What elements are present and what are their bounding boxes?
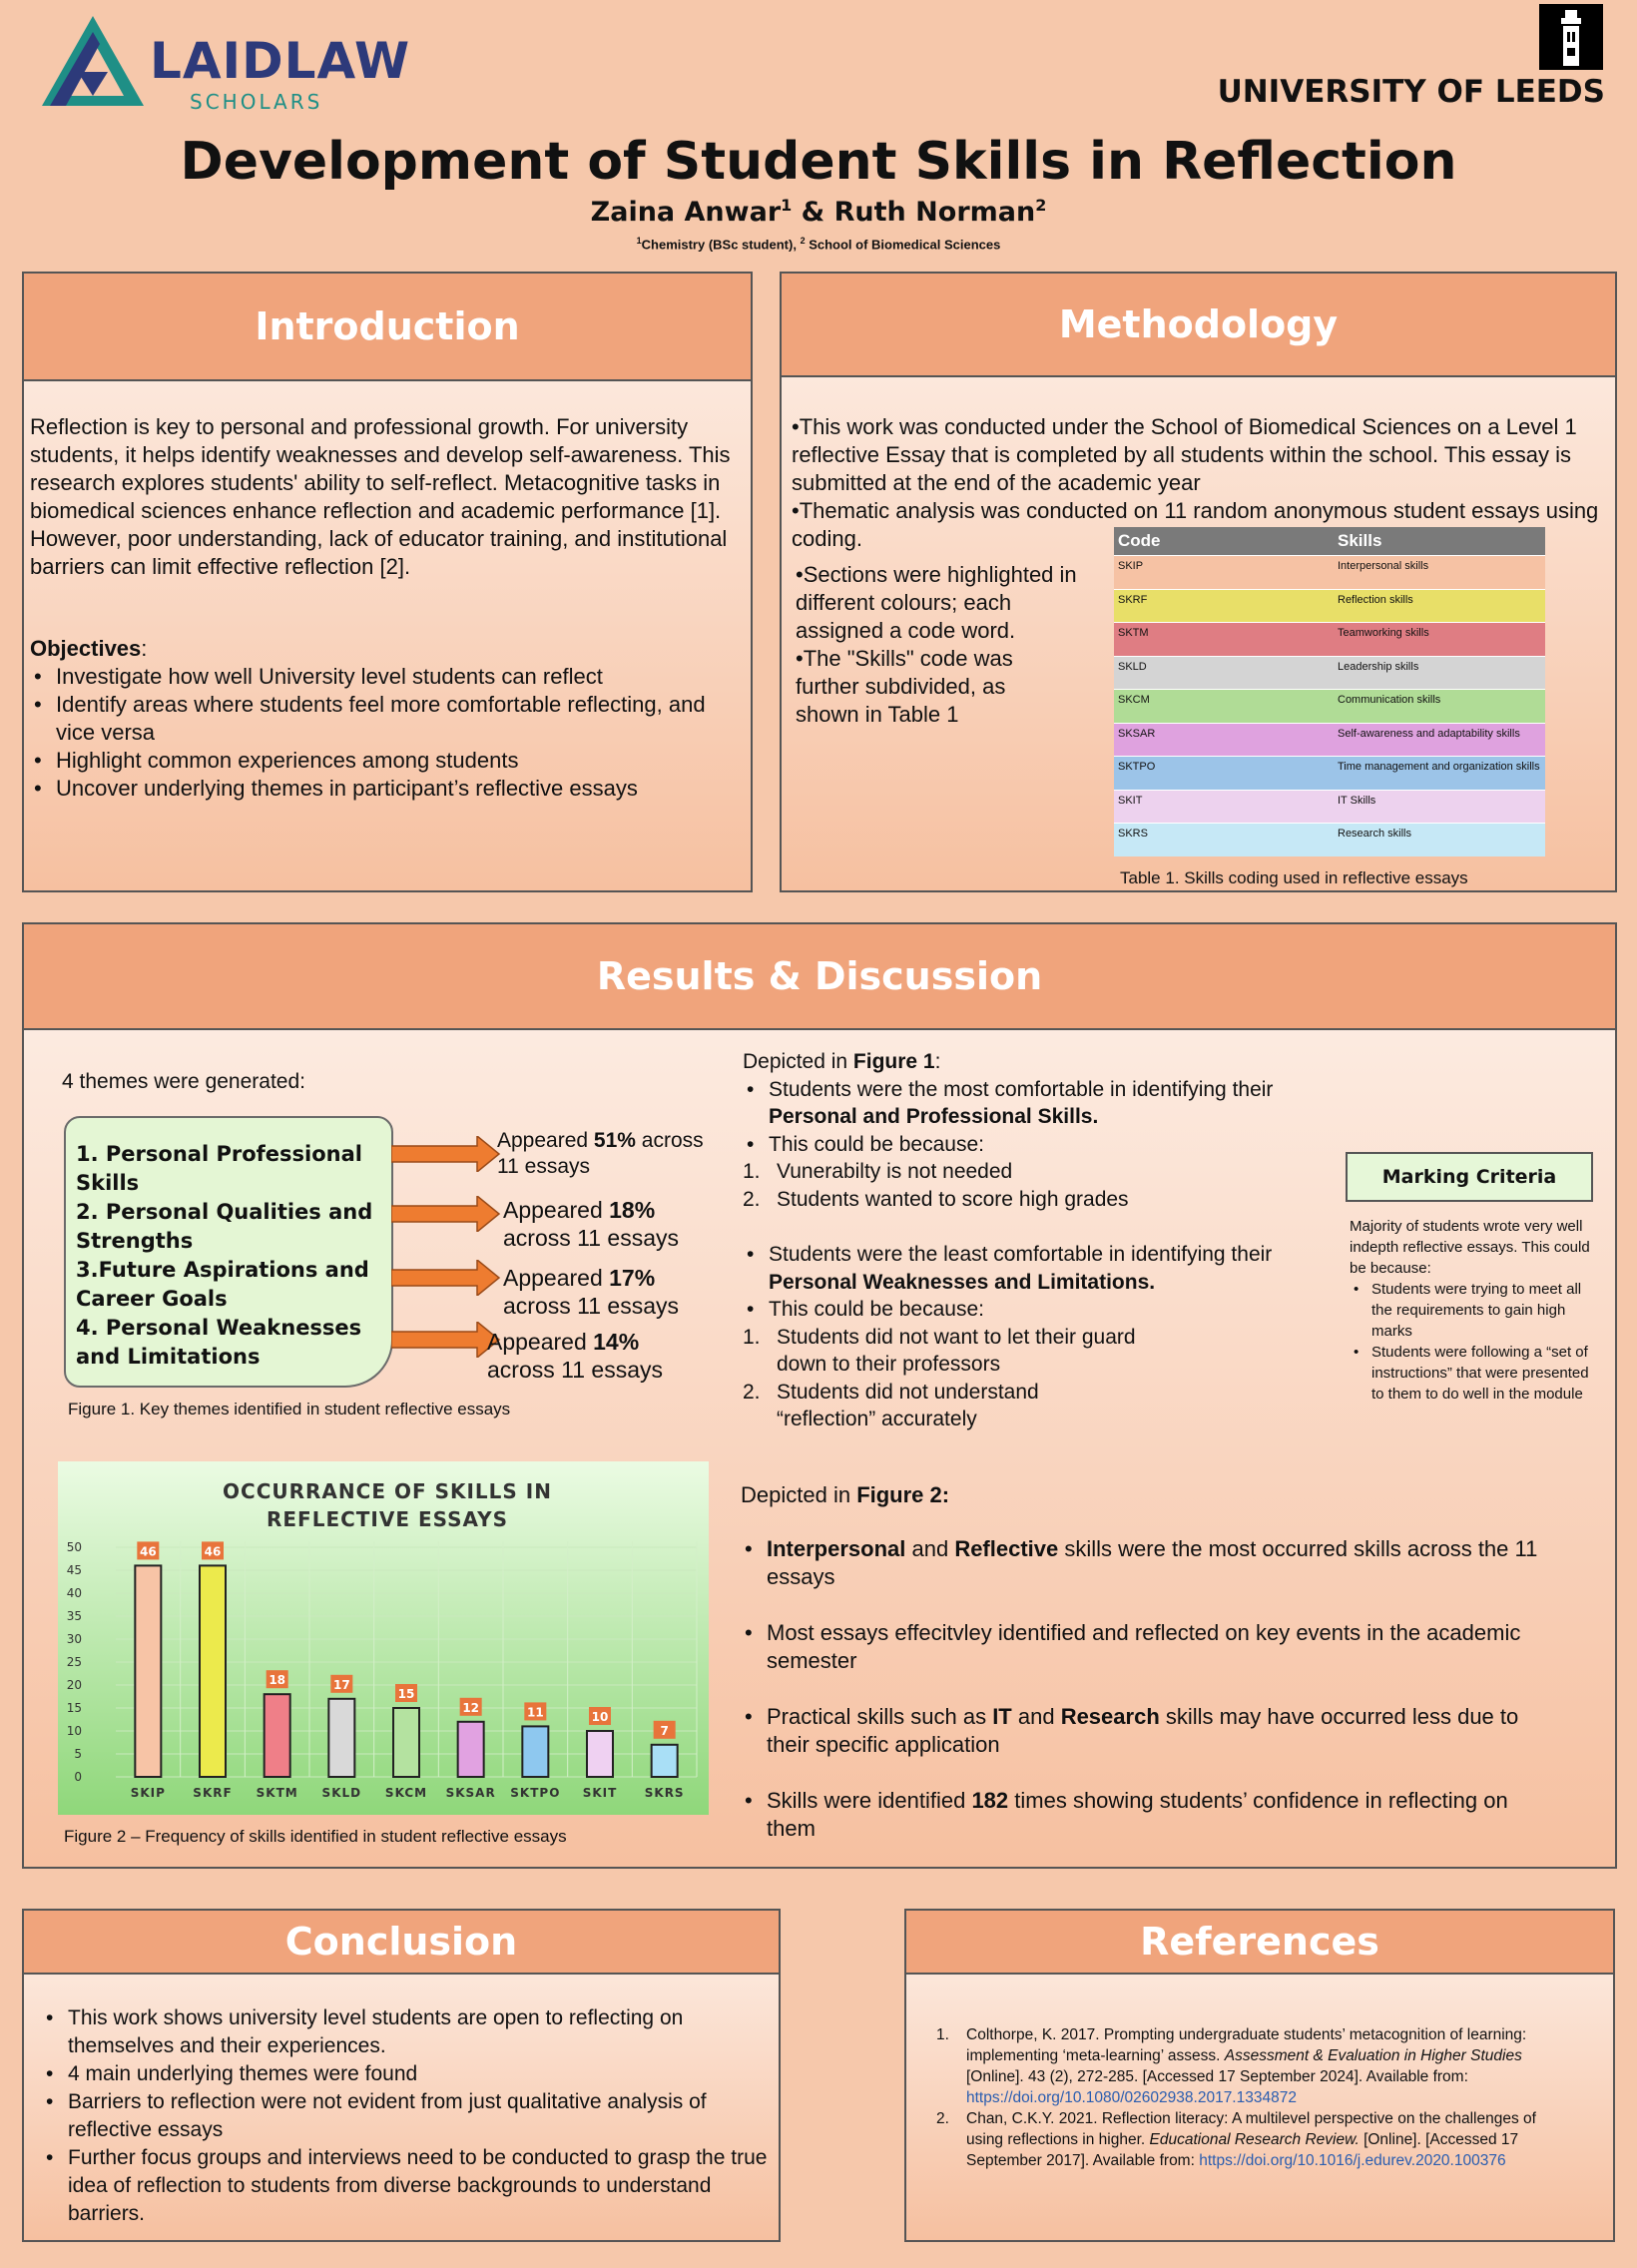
list-item: • Investigate how well University level students can reflect [30,663,741,691]
introduction-panel [22,272,753,892]
appeared-3: Appeared 17% across 11 essays [503,1265,679,1319]
table-cell-skill: IT Skills [1338,794,1376,807]
poster-title: Development of Student Skills in Reflection [180,132,1457,192]
logo-main-text: LAIDLAW [150,32,411,90]
poster-authors: Zaina Anwar$^1$ & Ruth Norman$^2$ [590,196,1047,228]
logo-sub-text: SCHOLARS [190,90,323,114]
x-tick-label: SKIP [130,1786,166,1800]
x-tick-label: SKIT [582,1786,618,1800]
y-tick-label: 15 [66,1701,82,1715]
table-row [1114,622,1545,656]
table-header-code: Code [1118,531,1161,550]
list-item: • Uncover underlying themes in participant’s reflective essays [30,775,741,803]
appeared-2: Appeared 18% across 11 essays [503,1197,679,1251]
appeared-1: Appeared 51% across 11 essays [497,1129,704,1178]
reference-2: 2. Chan, C.K.Y. 2021. Reflection literacy: A multilevel perspective on the challenges of using reflections in higher. Educational Research Review. [Online]. [Accessed 17 September 2017]. Available from: https://doi.org/10.1016/j.edurev.2020.100376 [936,2110,1536,2169]
bar [587,1731,613,1777]
figure-2-caption: Figure 2 – Frequency of skills identified in student reflective essays [64,1827,567,1846]
table-cell-skill: Teamworking skills [1338,627,1429,639]
arrow-icon [391,1136,501,1172]
arrow-icon [391,1322,501,1358]
bar [200,1565,226,1777]
data-label: 11 [526,1705,544,1720]
table-cell-code: SKTM [1118,627,1149,639]
themes-box [64,1116,393,1388]
x-tick-label: SKTM [256,1786,298,1800]
list-item: 1. Vunerabilty is not needed [743,1160,1013,1183]
table-cell-code: SKTPO [1118,761,1156,773]
bar [135,1565,161,1777]
objectives-block: Objectives: • Investigate how well University level students can reflect • Identify areas where students feel more comfortable reflecting, and vice versa • Highlight common experiences among students • Uncover underlying themes in participant’s reflective essays [30,635,741,803]
skills-bar-chart [58,1461,709,1815]
figure-2-discussion [741,1481,1599,1843]
table-row [1114,756,1545,790]
table-caption: Table 1. Skills coding used in reflective essays [1120,868,1468,887]
y-tick-label: 0 [74,1770,82,1784]
table-row [1114,656,1545,690]
x-tick-label: SKSAR [445,1786,496,1800]
methodology-p3: •Sections were highlighted in different colours; each assigned a code word. [796,562,1077,643]
poster-affiliations: $^1$Chemistry (BSc student), $^2$ School of Biomedical Sciences [636,236,1001,253]
table-cell-code: SKRS [1118,828,1148,840]
data-label: 18 [269,1673,286,1688]
methodology-p1: •This work was conducted under the School of Biomedical Sciences on a Level 1 reflective Essay that is completed by all students within the school. This essay is submitted at the end of the academic year [792,414,1577,495]
results-heading: Results & Discussion [24,924,1615,1030]
list-item: • Students were trying to meet all the requirements to gain high marks [1350,1279,1599,1342]
introduction-paragraph: Reflection is key to personal and professional growth. For university students, it helps identify weaknesses and develop self-awareness. This research explores students' ability to self-reflect. Metacognitive tasks in biomedical sciences enhance reflection and academic performance [1]. However, poor understanding, lack of educator training, and institutional barriers can limit effective reflection [2]. [30,414,731,579]
references-list [936,2024,1575,2171]
data-label: 12 [462,1700,480,1715]
list-item: • This work shows university level students are open to reflecting on themselves and their experiences. [42,2004,771,2060]
bar [328,1699,354,1777]
y-tick-label: 35 [66,1609,82,1623]
data-label: 15 [397,1687,415,1701]
list-item: • This could be because: [743,1131,1302,1159]
table-cell-skill: Time management and organization skills [1338,761,1540,773]
results-panel [22,922,1617,1869]
reference-1: 1. Colthorpe, K. 2017. Prompting undergraduate students’ metacognition of learning: implementing ‘meta-learning’ assess. Assessment & Evaluation in Higher Studies [Online]. 43 (2), 272-285. [Accessed 17 September 2024]. Available from: https://doi.org/10.1080/02602938.2017.1334872 [936,2026,1527,2106]
bar [652,1745,678,1777]
table-row [1114,589,1545,623]
y-tick-label: 40 [66,1586,82,1600]
objectives-label: Objectives [30,636,142,661]
list-item: • Interpersonal and Reflective skills were the most occurred skills across the 11 essays [741,1535,1599,1591]
table-cell-skill: Communication skills [1338,694,1441,706]
bar [522,1726,548,1777]
bar [393,1708,419,1777]
list-item: • 4 main underlying themes were found [42,2060,771,2088]
list-item: • This could be because: [743,1296,1302,1324]
figure-1-label: Depicted in Figure 1: [743,1050,941,1073]
data-label: 46 [139,1544,157,1559]
list-item: • Identify areas where students feel more comfortable reflecting, and vice versa [30,691,741,747]
table-row [1114,723,1545,757]
methodology-panel [780,272,1617,892]
figure-1-caption: Figure 1. Key themes identified in student reflective essays [68,1400,511,1418]
conclusion-panel [22,1909,781,2242]
list-item: 2. Students wanted to score high grades [743,1187,1129,1211]
theme-3: 3.Future Aspirations and Career Goals [76,1258,369,1311]
y-tick-label: 25 [66,1655,82,1669]
appeared-4: Appeared 14% across 11 essays [487,1329,663,1383]
table-cell-skill: Leadership skills [1338,660,1419,673]
marking-criteria-box: Marking Criteria [1346,1152,1593,1202]
x-tick-label: SKRS [644,1786,685,1800]
list-item: • Practical skills such as IT and Research skills may have occurred less due to their specific application [741,1703,1599,1759]
y-tick-label: 50 [66,1540,82,1554]
list-item: • Students were following a “set of instructions” that were presented to them to do well in the module [1350,1342,1599,1405]
reference-1-link[interactable]: https://doi.org/10.1080/02602938.2017.1334872 [966,2089,1297,2106]
table-row [1114,790,1545,824]
data-label: 46 [204,1544,222,1559]
list-item: • Barriers to reflection were not evident from just qualitative analysis of reflective essays [42,2088,771,2144]
table-cell-code: SKIT [1118,794,1143,807]
y-tick-label: 10 [66,1724,82,1738]
references-panel [904,1909,1615,2242]
x-tick-label: SKRF [193,1786,233,1800]
themes-intro: 4 themes were generated: [62,1070,305,1093]
list-item: 1. Students did not want to let their guard down to their professors [743,1325,1136,1376]
list-item: 2. Students did not understand “reflection” accurately [743,1380,1039,1430]
table-header [1114,527,1545,555]
table-row [1114,689,1545,723]
list-item: • Skills were identified 182 times showing students’ confidence in reflecting on them [741,1787,1599,1843]
laidlaw-triangle-icon [38,12,148,112]
chart-plot [58,1461,709,1815]
table-row [1114,823,1545,856]
x-tick-label: SKCM [384,1786,428,1800]
table-row [1114,555,1545,589]
table-cell-skill: Interpersonal skills [1338,560,1429,572]
y-tick-label: 20 [66,1678,82,1692]
reference-2-link[interactable]: https://doi.org/10.1016/j.edurev.2020.100376 [1199,2152,1506,2169]
methodology-p2: •Thematic analysis was conducted on 11 random anonymous student essays using coding. [792,498,1599,551]
objectives-list [30,663,741,803]
conclusion-list [42,2004,771,2228]
list-item: • Further focus groups and interviews need to be conducted to grasp the true idea of reflection to students from diverse backgrounds to understand barriers. [42,2144,771,2228]
figure-2-label: Depicted in Figure 2: [741,1482,950,1507]
x-tick-label: SKTPO [510,1786,561,1800]
table-cell-skill: Reflection skills [1338,593,1413,606]
arrow-icon [391,1196,501,1232]
list-item: • Most essays effecitvley identified and reflected on key events in the academic semester [741,1619,1599,1675]
data-label: 17 [332,1677,350,1692]
theme-4: 4. Personal Weaknesses and Limitations [76,1316,362,1369]
marking-criteria-text [1350,1216,1599,1405]
table-header-skills: Skills [1338,531,1382,550]
theme-1: 1. Personal Professional Skills [76,1142,362,1195]
leeds-tower-icon [1539,4,1603,70]
y-tick-label: 5 [74,1747,82,1761]
university-name: UNIVERSITY OF LEEDS [1217,74,1605,110]
table-cell-code: SKRF [1118,593,1148,606]
table-cell-code: SKSAR [1118,727,1156,740]
bar [265,1694,290,1777]
methodology-heading: Methodology [782,274,1615,377]
data-label: 10 [591,1710,609,1724]
table-cell-code: SKCM [1118,694,1150,706]
chart-title: OCCURRANCE OF SKILLS IN REFLECTIVE ESSAYS [223,1479,552,1531]
figure-1-discussion [743,1048,1302,1433]
y-tick-label: 45 [66,1563,82,1577]
table-cell-code: SKLD [1118,660,1147,673]
bar [458,1722,484,1777]
skills-table [1114,527,1545,856]
introduction-heading: Introduction [24,274,751,381]
references-heading: References [906,1911,1613,1975]
table-cell-skill: Self-awareness and adaptability skills [1338,727,1520,740]
y-tick-label: 30 [66,1632,82,1646]
laidlaw-logo [38,12,411,114]
x-tick-label: SKLD [321,1786,362,1800]
conclusion-heading: Conclusion [24,1911,779,1975]
list-item: • Students were the least comfortable in identifying their Personal Weaknesses and Limitations. [743,1241,1302,1296]
table-cell-code: SKIP [1118,560,1144,572]
data-label: 7 [660,1723,669,1738]
arrow-icon [391,1260,501,1296]
list-item: • Highlight common experiences among students [30,747,741,775]
table-cell-skill: Research skills [1338,828,1411,840]
methodology-p4: •The "Skills" code was further subdivided, as shown in Table 1 [796,646,1013,727]
theme-2: 2. Personal Qualities and Strengths [76,1200,373,1253]
marking-intro: Majority of students wrote very well indepth reflective essays. This could be because: [1350,1218,1590,1277]
list-item: • Students were the most comfortable in identifying their Personal and Professional Skills. [743,1076,1302,1131]
